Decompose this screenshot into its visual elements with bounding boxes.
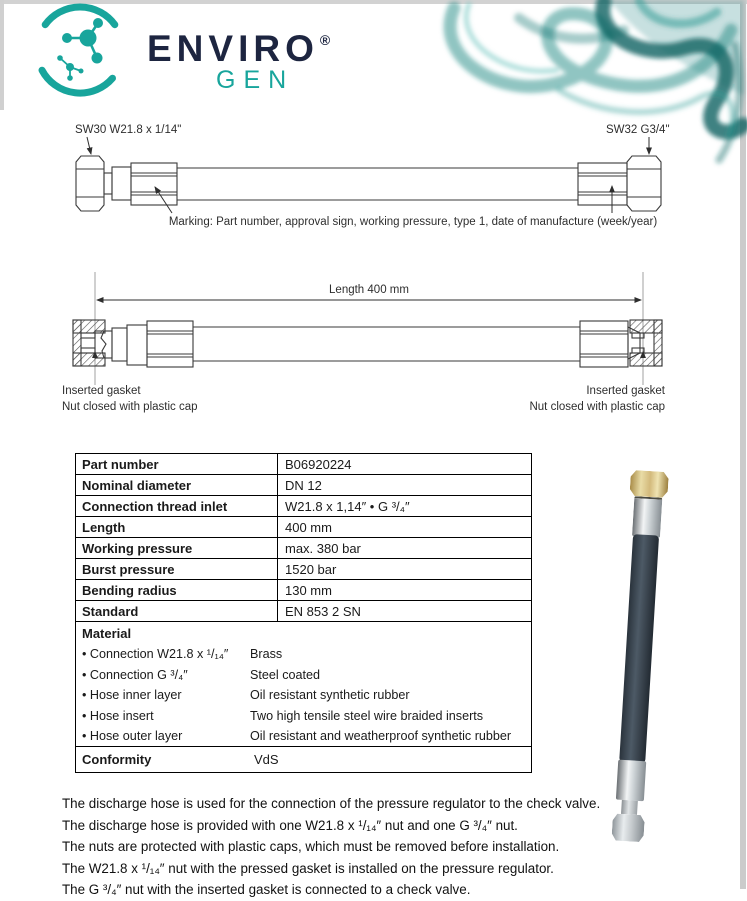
conformity-row [76,747,531,772]
material-row [76,685,531,706]
gasket-note-right-2: Nut closed with plastic cap [529,401,665,413]
spec-table [75,453,532,773]
spec-value: B06920224 [285,456,352,472]
material-label: • Connection W21.8 x ¹/₁₄″ [82,647,229,662]
conformity-value: VdS [254,752,279,767]
spec-value: 400 mm [285,519,332,535]
spec-label: Connection thread inlet [76,496,278,516]
spec-label: Standard [76,601,278,621]
table-row [76,475,531,496]
material-value: Steel coated [250,667,321,682]
ferrule-top [632,496,662,538]
material-row [76,706,531,727]
hose-drawing-threads [0,113,747,238]
description-text [62,793,647,901]
spec-label: Bending radius [76,580,278,600]
scan-edge-left [0,0,4,110]
material-label: • Hose outer layer [82,729,183,744]
spec-label: Working pressure [76,538,278,558]
table-row [76,538,531,559]
spec-value: W21.8 x 1,14″ • G ³/₄″ [285,498,410,514]
marking-note: Marking: Part number, approval sign, working pressure, type 1, date of manufacture (week/year) [168,216,658,228]
registered-mark: ® [319,32,331,48]
spec-label: Burst pressure [76,559,278,579]
brand-text: ENVIRO [147,28,319,69]
material-label: • Hose inner layer [82,688,182,703]
spec-value: 130 mm [285,582,332,598]
length-dimension-label: Length 400 mm [329,284,409,296]
material-row [76,726,531,747]
spec-label: Part number [76,454,278,474]
description-line: The G ³/₄″ nut with the inserted gasket is connected to a check valve. [62,882,471,897]
spec-value: DN 12 [285,477,322,493]
material-value: Two high tensile steel wire braided inserts [250,708,484,723]
hose-drawing-section [0,263,747,423]
table-row [76,496,531,517]
material-value: Brass [250,647,283,662]
material-label: • Connection G ³/₄″ [82,667,188,682]
material-row [76,665,531,686]
table-row [76,559,531,580]
table-row [76,517,531,538]
material-row [76,644,531,665]
hose-outline [76,156,661,211]
thread-label-left: SW30 W21.8 x 1/14" [75,124,182,136]
table-row [76,601,531,622]
gasket-note-right-1: Inserted gasket [586,385,665,397]
description-line: The W21.8 x ¹/₁₄″ nut with the pressed gasket is installed on the pressure regulator. [62,860,554,876]
brand-name [147,28,329,70]
description-line: The discharge hose is provided with one W21.8 x ¹/₁₄″ nut and one G ³/₄″ nut. [62,817,518,833]
spec-value: max. 380 bar [285,540,361,556]
material-header: Material [82,626,132,641]
material-label: • Hose insert [82,708,154,723]
spec-label: Nominal diameter [76,475,278,495]
material-value: Oil resistant synthetic rubber [250,688,410,703]
brass-nut [629,470,669,498]
gasket-note-left-1: Inserted gasket [62,385,141,397]
thread-label-right: SW32 G3/4" [606,124,670,136]
spec-label: Length [76,517,278,537]
conformity-label: Conformity [82,752,152,767]
section-outline [73,320,662,367]
sub-brand-name: GEN [216,66,295,94]
description-line: The discharge hose is used for the connection of the pressure regulator to the check valve. [62,796,601,811]
spec-value: EN 853 2 SN [285,603,361,619]
material-value: Oil resistant and weatherproof synthetic rubber [250,729,512,744]
molecule-icon [30,4,142,104]
company-logo [30,4,360,106]
spec-value: 1520 bar [285,561,337,577]
description-line: The nuts are protected with plastic caps, which must be removed before installation. [62,839,560,854]
hose-body [619,534,659,763]
table-row [76,454,531,475]
gasket-note-left-2: Nut closed with plastic cap [62,401,198,413]
material-section [76,622,531,747]
table-row [76,580,531,601]
hose-photo-stack [607,470,670,843]
